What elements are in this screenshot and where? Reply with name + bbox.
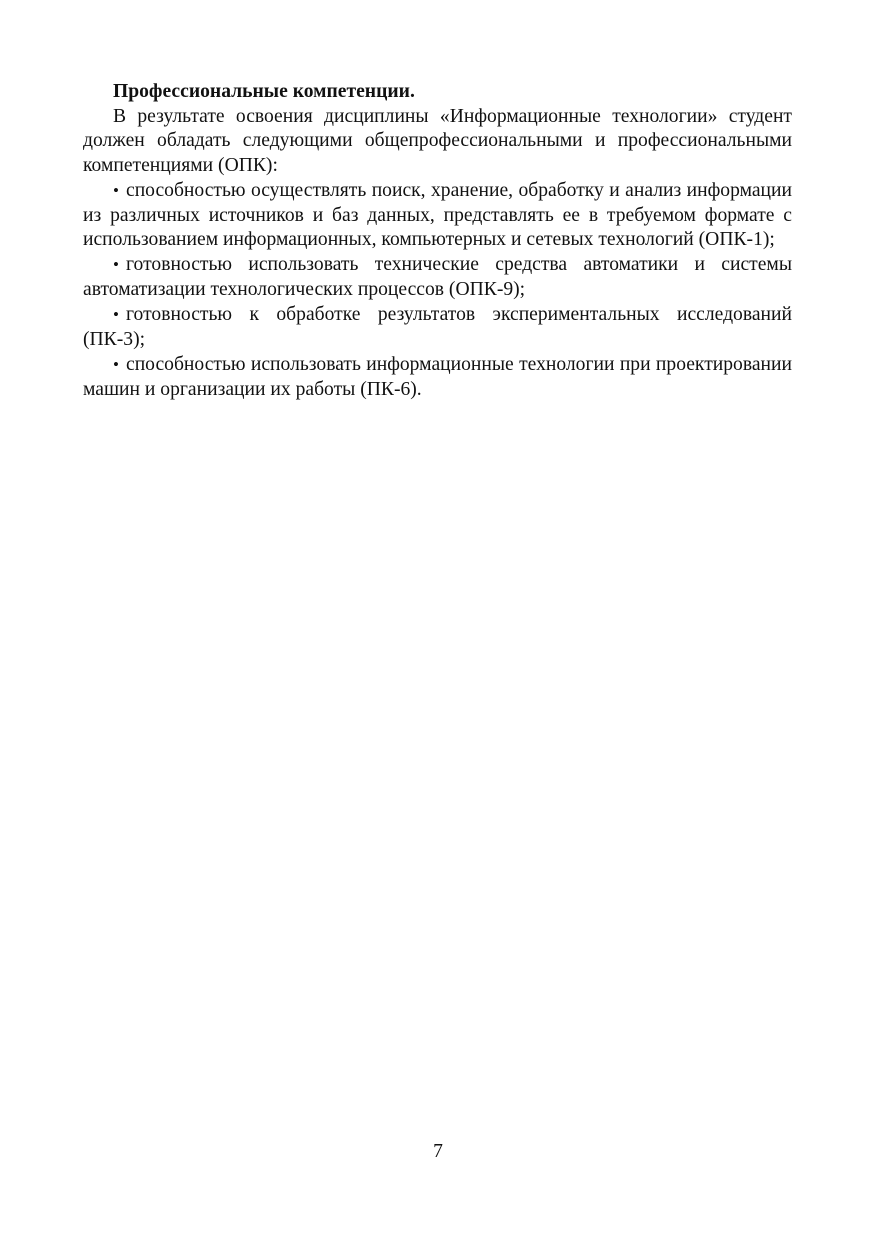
list-item xyxy=(83,303,792,352)
bullet-icon: • xyxy=(113,180,119,200)
bullet-icon: • xyxy=(113,354,119,374)
list-item-text: способностью использовать информационные технологии при проектировании машин и организации их работы (ПК-6). xyxy=(83,353,792,400)
list-item-text: способностью осуществлять поиск, хранение, обработку и анализ информации из различных источников и баз данных, представлять ее в требуемом формате с использованием информационных, компьютерных и сетевых технологий (ОПК-1); xyxy=(83,179,792,251)
list-item-text: готовностью к обработке результатов экспериментальных исследований (ПК-3); xyxy=(83,304,792,350)
intro-paragraph: В результате освоения дисциплины «Информационные технологии» студент должен обладать следующими общепрофессиональными и профессиональными компетенциями (ОПК): xyxy=(83,105,792,176)
bullet-icon: • xyxy=(113,305,119,325)
list-item xyxy=(83,353,792,402)
list-item xyxy=(83,253,792,302)
list-item-text: готовностью использовать технические средства автоматики и системы автоматизации технологических процессов (ОПК-9); xyxy=(83,254,792,300)
section-heading: Профессиональные компетенции. xyxy=(113,81,415,102)
bullet-icon: • xyxy=(113,255,119,275)
document-body xyxy=(83,80,792,402)
competency-list xyxy=(83,179,792,402)
list-item xyxy=(83,179,792,253)
page-number: 7 xyxy=(433,1141,443,1162)
